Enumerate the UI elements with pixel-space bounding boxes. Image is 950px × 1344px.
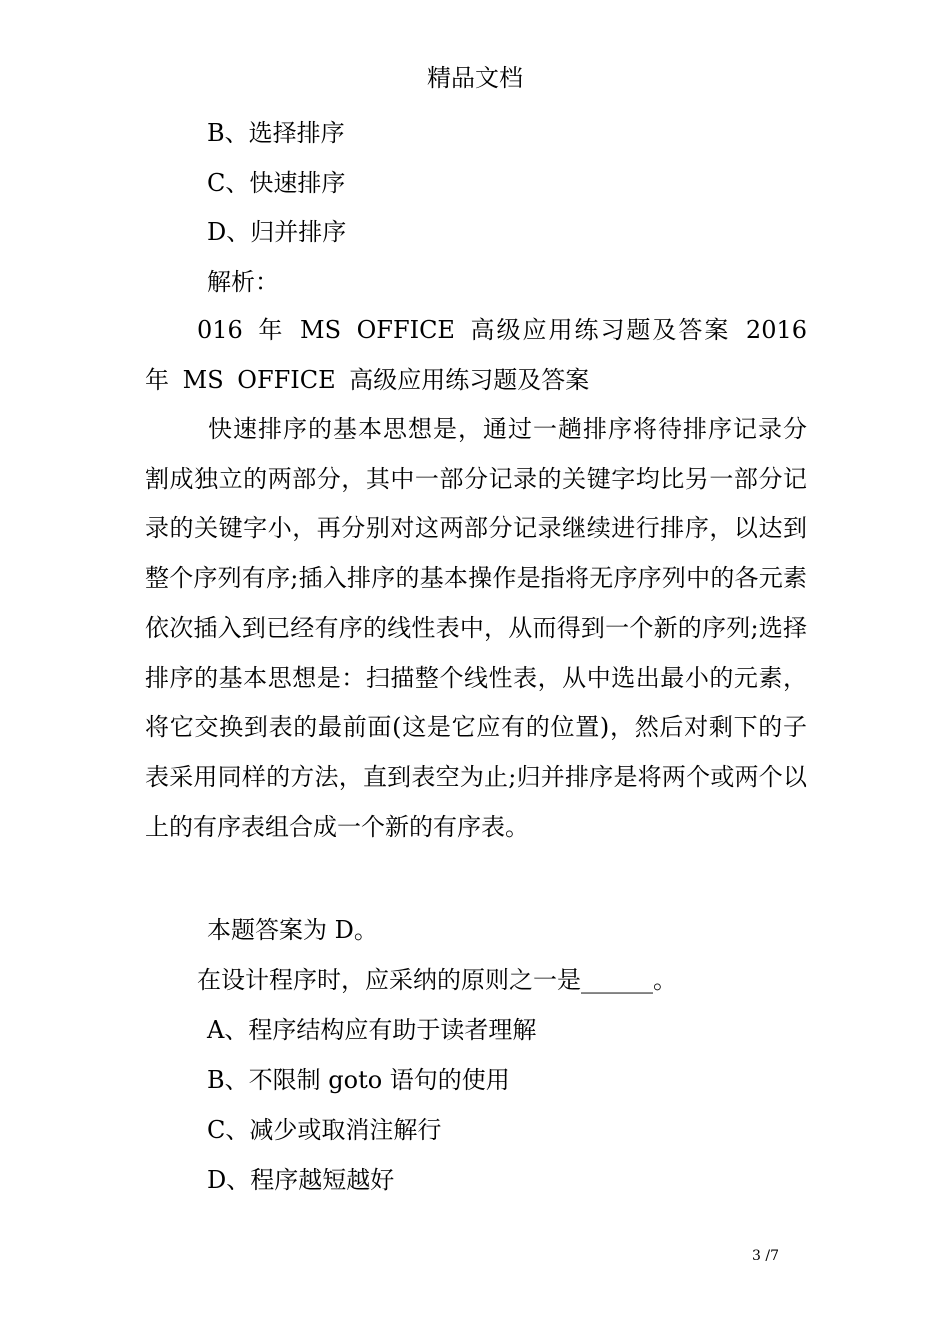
prev-option-b: B、选择排序 — [207, 119, 345, 147]
exam-title-line: 016 年 MS OFFICE 高级应用练习题及答案 2016 年 MS OFFICE 高级应用练习题及答案 — [145, 316, 807, 394]
page-number: 3 /7 — [752, 1248, 779, 1264]
analysis-paragraph: 快速排序的基本思想是，通过一趟排序将待排序记录分割成独立的两部分，其中一部分记录的关键字均比另一部分记录的关键字小，再分别对这两部分记录继续进行排序，以达到整个序列有序;插入排序的基本操作是指将无序序列中的各元素依次插入到已经有序的线性表中，从而得到一个新的序列;选择排序的基本思想是：扫描整个线性表，从中选出最小的元素，将它交换到表的最前面(这是它应有的位置)，然后对剩下的子表采用同样的方法，直到表空为止;归并排序是将两个或两个以上的有序表组合成一个新的有序表。 — [145, 415, 807, 841]
prev-option-d: D、归并排序 — [207, 218, 347, 246]
prev-option-c: C、快速排序 — [207, 169, 346, 197]
answer-line: 本题答案为 D。 — [207, 916, 378, 944]
question-stem: 在设计程序时，应采纳的原则之一是______。 — [197, 966, 677, 994]
question-option-d: D、程序越短越好 — [207, 1166, 395, 1194]
question-option-c: C、减少或取消注解行 — [207, 1116, 442, 1144]
question-option-b: B、不限制 goto 语句的使用 — [207, 1066, 510, 1094]
question-option-a: A、程序结构应有助于读者理解 — [207, 1016, 537, 1044]
analysis-label: 解析： — [207, 268, 279, 296]
page-header-title: 精品文档 — [427, 64, 523, 92]
